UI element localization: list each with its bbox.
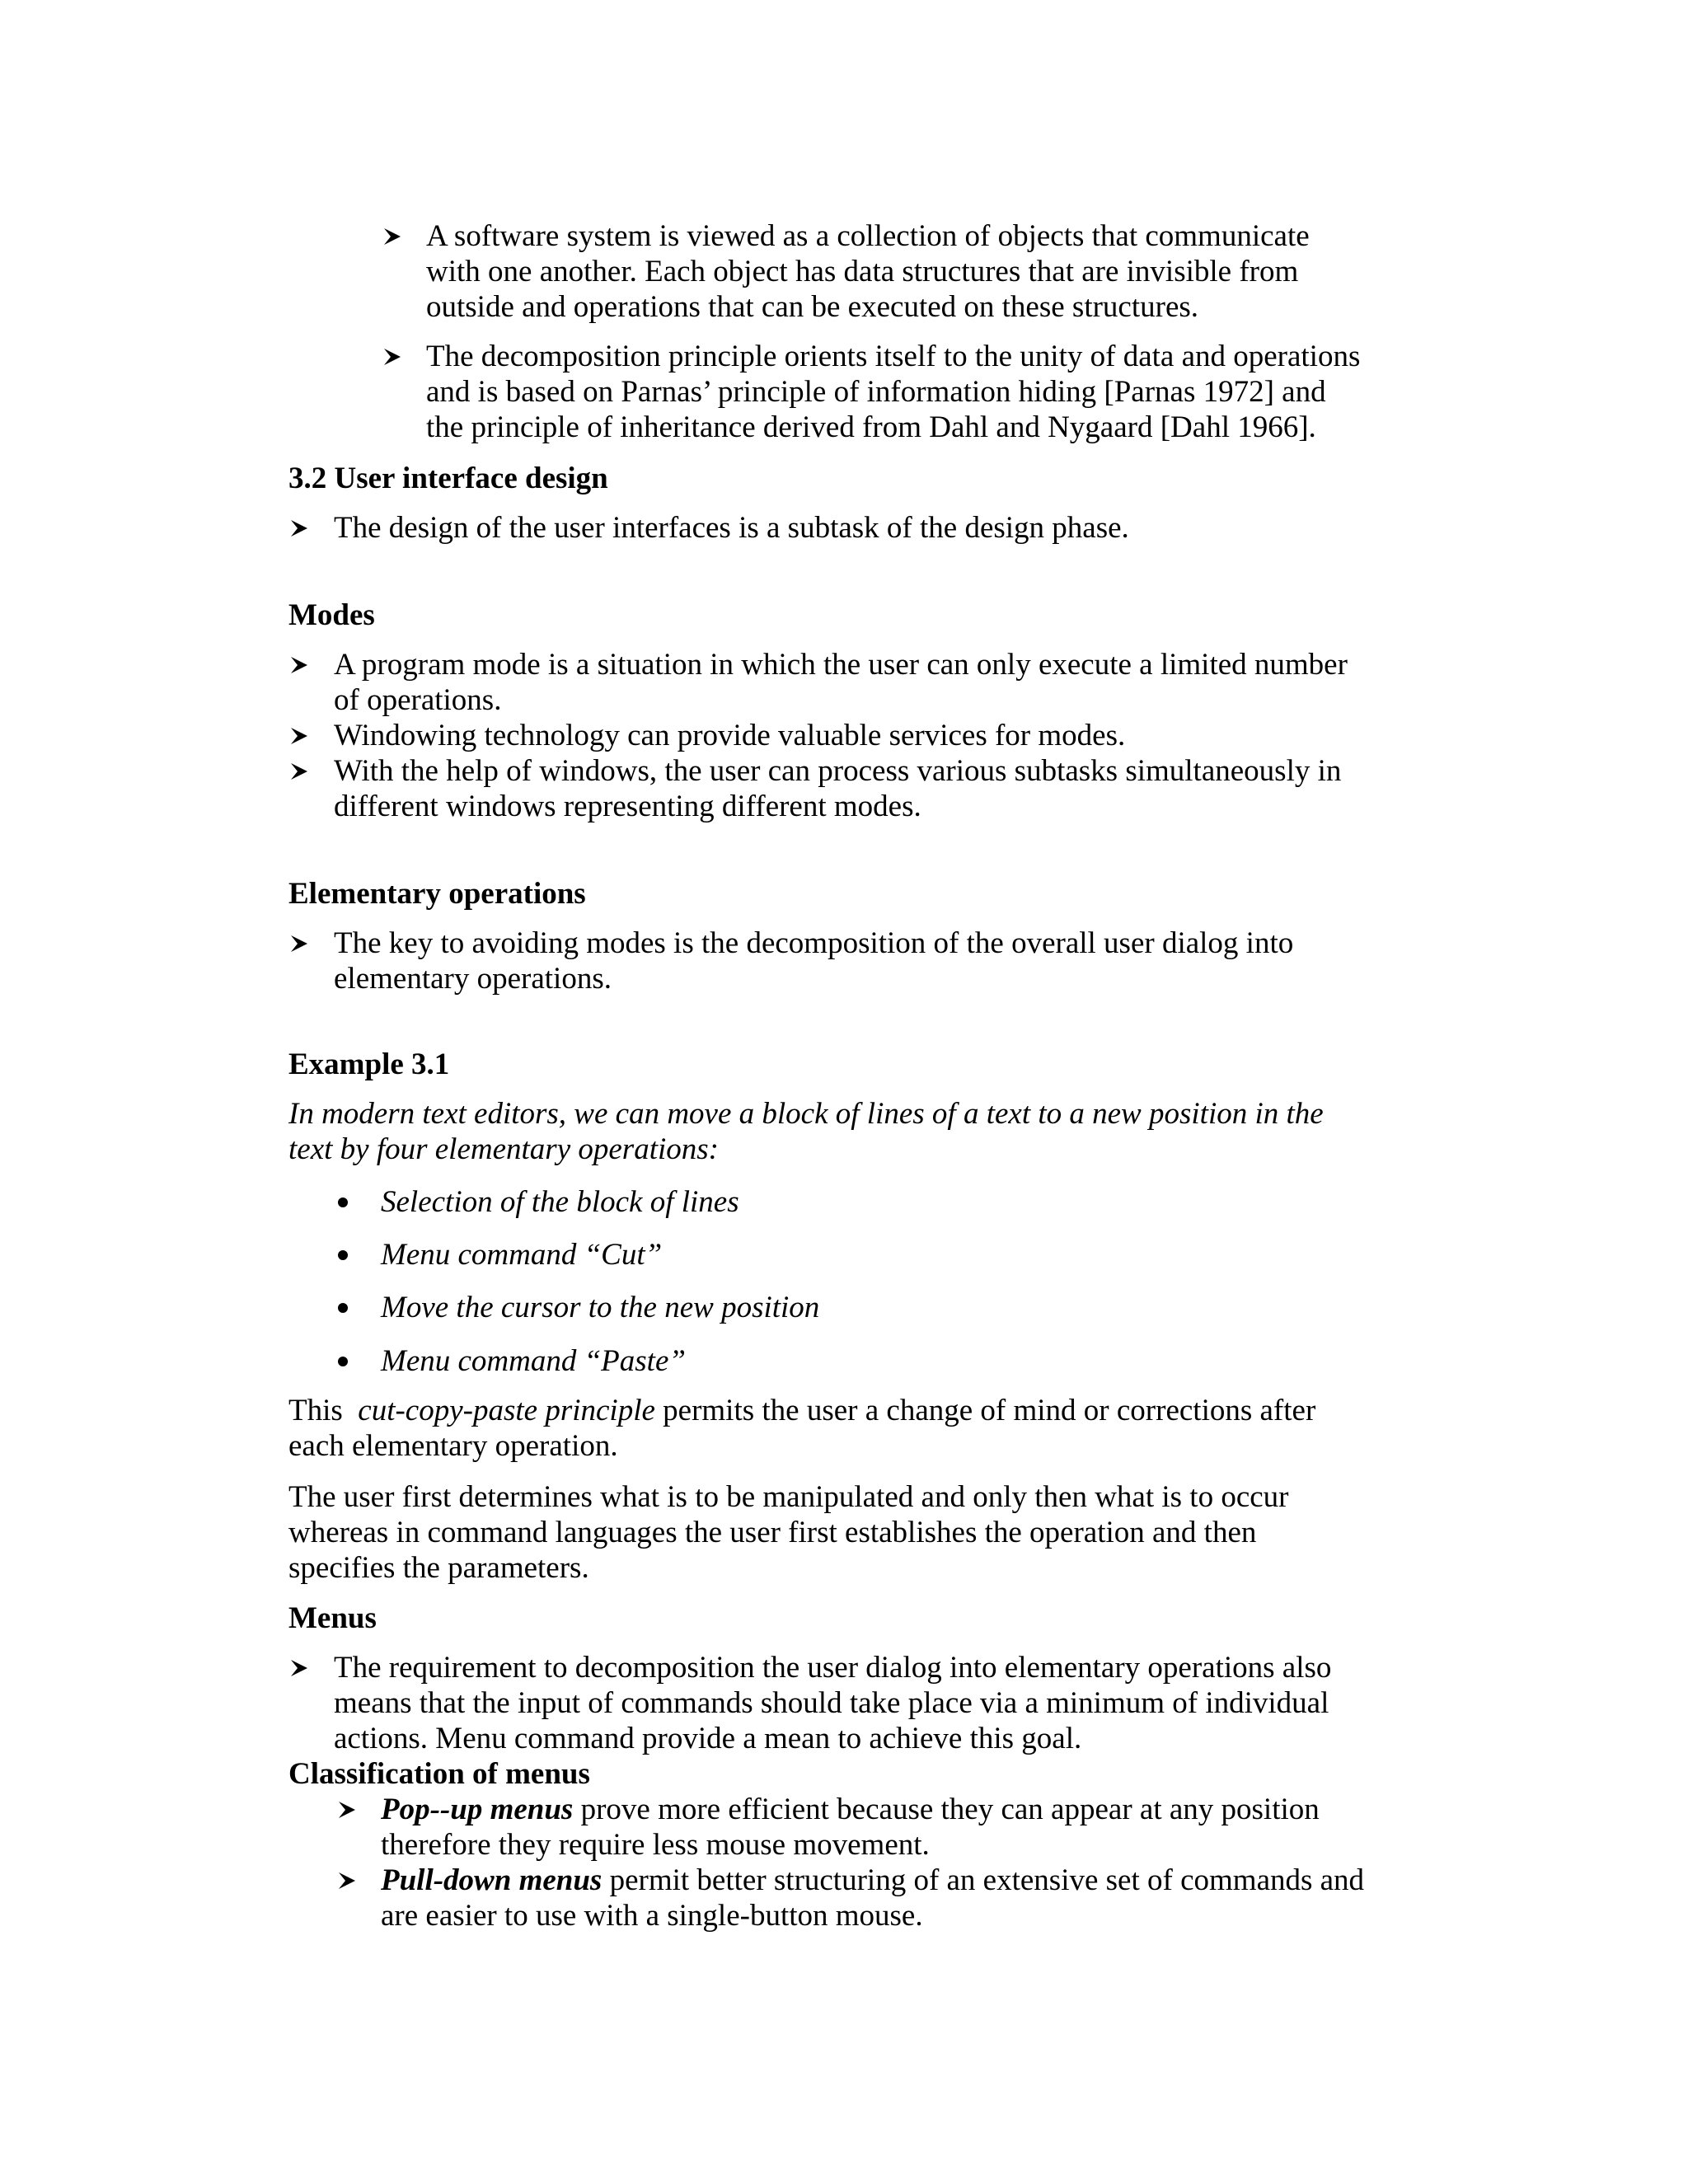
bullet-line: are easier to use with a single-button mouse. (381, 1899, 923, 1933)
bullet-text: permit better structuring of an extensive set of commands and (602, 1863, 1365, 1897)
bullet-line: different windows representing different modes. (334, 790, 921, 823)
arrow-bullet-icon (288, 1650, 313, 1685)
bullet-line: The requirement to decomposition the user dialog into elementary operations also (334, 1651, 1332, 1685)
example-step: Menu command “Cut” (381, 1238, 663, 1272)
bullet-line (381, 1863, 1364, 1898)
bullet-line: and is based on Parnas’ principle of information hiding [Parnas 1972] and (426, 375, 1326, 409)
bullet-dot-icon (338, 1303, 348, 1313)
arrow-bullet-icon (382, 339, 406, 374)
bullet-dot-icon (338, 1357, 348, 1366)
arrow-bullet-icon (336, 1792, 361, 1827)
example-intro-line: text by four elementary operations: (288, 1132, 719, 1166)
paragraph-line: specifies the parameters. (288, 1551, 589, 1585)
bullet-line: The design of the user interfaces is a subtask of the design phase. (334, 511, 1129, 545)
bullet-line: A program mode is a situation in which the user can only execute a limited number (334, 648, 1348, 682)
bullet-line: means that the input of commands should take place via a minimum of individual (334, 1686, 1329, 1720)
arrow-bullet-icon (336, 1863, 361, 1898)
bullet-line: of operations. (334, 683, 502, 717)
section-heading: Classification of menus (288, 1757, 590, 1791)
arrow-bullet-icon (288, 510, 313, 546)
bullet-line: Windowing technology can provide valuable services for modes. (334, 719, 1126, 752)
arrow-bullet-icon (288, 718, 313, 753)
bullet-line: the principle of inheritance derived from Dahl and Nygaard [Dahl 1966]. (426, 410, 1316, 444)
arrow-bullet-icon (288, 647, 313, 682)
bullet-line: With the help of windows, the user can process various subtasks simultaneously in (334, 754, 1342, 788)
section-heading: 3.2 User interface design (288, 462, 608, 495)
arrow-bullet-icon (288, 753, 313, 789)
section-heading: Menus (288, 1601, 377, 1635)
menu-type-term: Pop--up menus (381, 1793, 574, 1826)
emphasis-term: cut-copy-paste principle (358, 1394, 655, 1427)
menu-type-term: Pull-down menus (381, 1863, 603, 1897)
arrow-bullet-icon (382, 218, 406, 254)
paragraph-line: The user first determines what is to be manipulated and only then what is to occur (288, 1480, 1289, 1514)
bullet-dot-icon (338, 1250, 348, 1260)
bullet-line: The key to avoiding modes is the decomposition of the overall user dialog into (334, 926, 1294, 960)
bullet-line: therefore they require less mouse movement. (381, 1828, 930, 1862)
paragraph-line: whereas in command languages the user first establishes the operation and then (288, 1516, 1257, 1549)
bullet-line: with one another. Each object has data structures that are invisible from (426, 255, 1299, 288)
paragraph-line (288, 1393, 1315, 1428)
bullet-line (381, 1792, 1320, 1827)
bullet-line: A software system is viewed as a collection of objects that communicate (426, 219, 1310, 253)
example-step: Menu command “Paste” (381, 1344, 686, 1378)
bullet-line: The decomposition principle orients itself to the unity of data and operations (426, 340, 1361, 373)
section-heading: Modes (288, 598, 375, 632)
section-heading: Elementary operations (288, 877, 586, 911)
paragraph-text: permits the user a change of mind or corrections after (654, 1394, 1316, 1427)
paragraph-line: each elementary operation. (288, 1429, 618, 1463)
example-step: Move the cursor to the new position (381, 1291, 820, 1324)
example-step: Selection of the block of lines (381, 1185, 739, 1219)
bullet-line: actions. Menu command provide a mean to achieve this goal. (334, 1722, 1082, 1755)
bullet-text: prove more efficient because they can appear at any position (573, 1793, 1320, 1826)
section-heading: Example 3.1 (288, 1047, 450, 1081)
bullet-line: elementary operations. (334, 962, 612, 996)
paragraph-text: This (288, 1394, 359, 1427)
arrow-bullet-icon (288, 926, 313, 961)
bullet-line: outside and operations that can be executed on these structures. (426, 290, 1199, 324)
example-intro-line: In modern text editors, we can move a block of lines of a text to a new position in the (288, 1097, 1324, 1131)
bullet-dot-icon (338, 1197, 348, 1207)
